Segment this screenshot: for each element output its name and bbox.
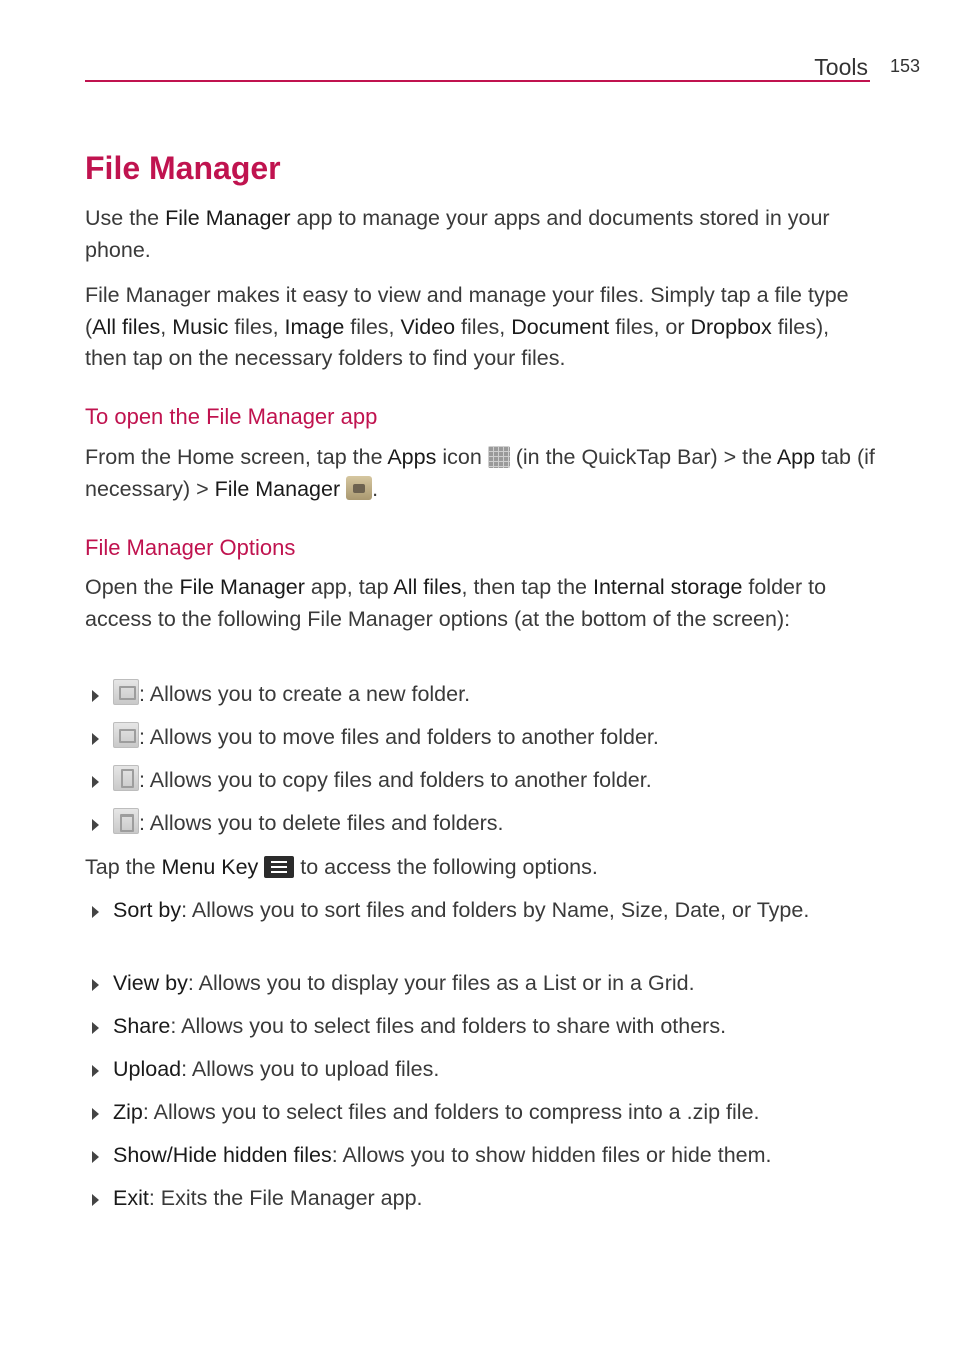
term-dropbox: Dropbox <box>690 314 772 339</box>
icon-option-copy: : Allows you to copy files and folders to another folder. <box>92 765 872 796</box>
header-rule <box>85 80 870 82</box>
term-file-manager: File Manager <box>214 476 341 501</box>
term-video: Video <box>400 314 456 339</box>
bullet-arrow-icon <box>92 1022 99 1034</box>
option-description: : Allows you to display your files as a List or in a Grid. <box>187 971 695 995</box>
bullet-arrow-icon <box>92 733 99 745</box>
menu-option-exit <box>92 1183 872 1214</box>
menu-option-show-hide-hidden-files <box>92 1140 872 1171</box>
intro-paragraph-2: File Manager makes it easy to view and manage your files. Simply tap a file type (All files, Music files, Image files, Video files, Document files, or Dropbox files), then tap on the necessary folders to find your files. <box>85 283 849 370</box>
icon-option-new-folder: : Allows you to create a new folder. <box>92 679 872 710</box>
icon-option-move: : Allows you to move files and folders to another folder. <box>92 722 872 753</box>
copy-icon <box>113 765 139 791</box>
term-all-files: All files <box>393 575 462 599</box>
term-all-files: All files <box>92 314 161 339</box>
option-label: Sort by <box>113 898 182 922</box>
bullet-arrow-icon <box>92 906 99 918</box>
term-menu-key: Menu Key <box>161 855 259 879</box>
option-label: Zip <box>113 1100 143 1124</box>
bullet-arrow-icon <box>92 1194 99 1206</box>
intro-paragraph-1: Use the File Manager app to manage your apps and documents stored in your phone. <box>85 206 830 262</box>
bullet-arrow-icon <box>92 1151 99 1163</box>
apps-grid-icon <box>488 446 510 468</box>
bullet-arrow-icon <box>92 690 99 702</box>
bullet-arrow-icon <box>92 1108 99 1120</box>
term-document: Document <box>511 314 610 339</box>
term-app-tab: App <box>776 445 816 469</box>
options-intro: Open the File Manager app, tap All files, then tap the Internal storage folder to access to the following File Manager options (at the bottom of the screen): <box>85 575 827 631</box>
page-number: 153 <box>889 56 920 76</box>
menu-option-sort-by <box>92 895 872 926</box>
option-label: Show/Hide hidden files <box>113 1143 332 1167</box>
option-description: : Allows you to select files and folders to share with others. <box>170 1014 727 1038</box>
section-name: Tools <box>814 54 868 80</box>
heading-open-app: To open the File Manager app <box>85 404 378 429</box>
menu-option-zip <box>92 1097 872 1128</box>
term-music: Music <box>172 314 229 339</box>
menu-key-icon <box>264 856 294 878</box>
term-apps: Apps <box>387 445 437 469</box>
bullet-arrow-icon <box>92 1065 99 1077</box>
bullet-arrow-icon <box>92 979 99 991</box>
term-file-manager: File Manager <box>179 575 305 599</box>
option-label: View by <box>113 971 188 995</box>
move-icon <box>113 722 139 748</box>
term-internal-storage: Internal storage <box>593 575 743 599</box>
icon-option-delete: : Allows you to delete files and folders. <box>92 808 872 839</box>
option-description: : Allows you to sort files and folders by Name, Size, Date, or Type. <box>181 898 810 922</box>
option-description: : Exits the File Manager app. <box>148 1186 423 1210</box>
menu-option-upload <box>92 1054 872 1085</box>
menu-option-share <box>92 1011 872 1042</box>
term-file-manager: File Manager <box>165 206 291 230</box>
option-label: Exit <box>113 1186 149 1210</box>
delete-icon <box>113 808 139 834</box>
open-app-instructions: From the Home screen, tap the Apps icon (in the QuickTap Bar) > the App tab (if necessary) > File Manager . <box>85 445 875 501</box>
option-description: : Allows you to upload files. <box>181 1057 440 1081</box>
menu-option-view-by <box>92 968 872 999</box>
bullet-arrow-icon <box>92 776 99 788</box>
bullet-arrow-icon <box>92 819 99 831</box>
option-description: : Allows you to select files and folders to compress into a .zip file. <box>142 1100 760 1124</box>
option-label: Upload <box>113 1057 182 1081</box>
option-label: Share <box>113 1014 171 1038</box>
page-header <box>85 52 920 84</box>
menu-key-line: Tap the Menu Key to access the following options. <box>85 855 598 879</box>
option-description: : Allows you to show hidden files or hide them. <box>331 1143 772 1167</box>
new-folder-icon <box>113 679 139 705</box>
file-manager-app-icon <box>346 476 372 500</box>
page-title: File Manager <box>85 150 281 186</box>
heading-file-manager-options: File Manager Options <box>85 535 296 560</box>
term-image: Image <box>284 314 345 339</box>
